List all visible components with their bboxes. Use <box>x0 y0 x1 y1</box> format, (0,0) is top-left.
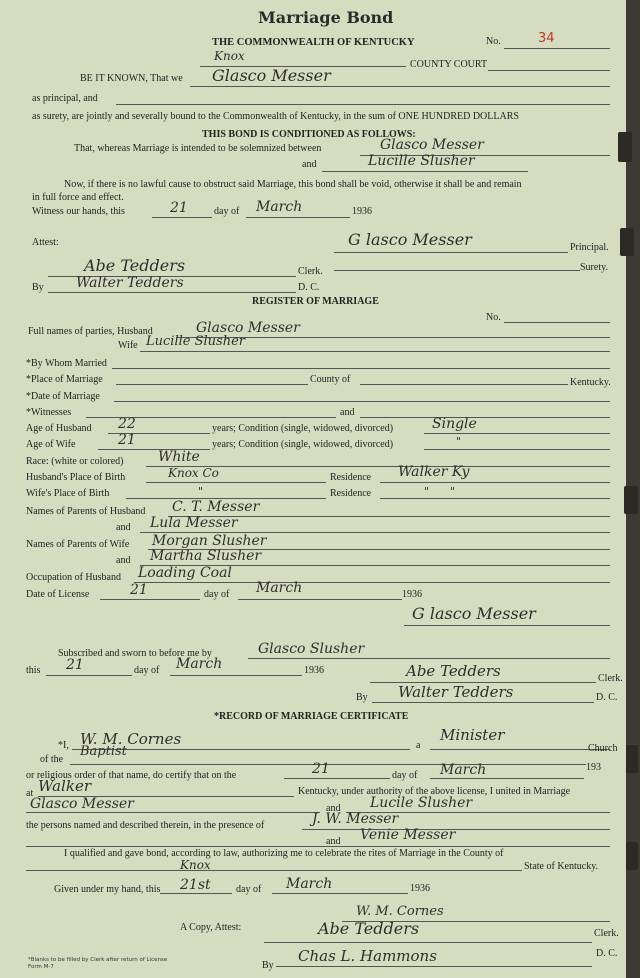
age-husband-label: Age of Husband <box>26 423 92 434</box>
kentucky-label: Kentucky. <box>570 377 611 388</box>
principal-signature: G lasco Messer <box>348 230 472 249</box>
cert-month-handwritten: March <box>440 762 487 778</box>
cert-at-label: at <box>26 788 34 799</box>
husband-residence-handwritten: Walker Ky <box>398 464 470 480</box>
binder-tab <box>624 486 638 514</box>
copy-by-label: By <box>262 960 274 971</box>
cert-place-handwritten: Walker <box>38 777 91 795</box>
attest-label: Attest: <box>32 237 59 248</box>
bond-dc-label: D. C. <box>298 282 320 293</box>
wife-residence-handwritten: " " <box>424 485 456 498</box>
witness-day-of-label: day of <box>214 206 240 217</box>
wife-birth-label: Wife's Place of Birth <box>26 488 110 499</box>
register-no-label: No. <box>486 312 501 323</box>
husband-father-handwritten: C. T. Messer <box>172 499 260 515</box>
cert-county-handwritten: Knox <box>180 858 211 872</box>
witnesses-and-label: and <box>340 407 355 418</box>
witness-our-hands-text: Witness our hands, this <box>32 206 125 217</box>
minister-name-handwritten: W. M. Cornes <box>80 730 182 748</box>
register-dc-signature: Walter Tedders <box>398 683 514 701</box>
document-title: Marriage Bond <box>258 8 394 27</box>
place-of-marriage-label: *Place of Marriage <box>26 374 103 385</box>
register-clerk-label: Clerk. <box>598 673 623 684</box>
and-label: and <box>302 159 317 170</box>
church-label: Church <box>588 743 618 754</box>
husband-mother-handwritten: Lula Messer <box>150 515 238 531</box>
whereas-text: That, whereas Marriage is intended to be solemnized between <box>74 143 322 154</box>
binder-tab <box>626 842 638 870</box>
groom-handwritten: Glasco Messer <box>30 796 134 812</box>
bond-number: 34 <box>538 31 555 46</box>
wife-residence-label: Residence <box>330 488 372 499</box>
register-signature: G lasco Messer <box>412 604 536 623</box>
binder-tab <box>618 132 632 162</box>
parents-wife-label: Names of Parents of Wife <box>26 539 130 550</box>
cert-day-handwritten: 21 <box>312 761 330 777</box>
wife-condition-label: years; Condition (single, widowed, divorced) <box>212 439 394 450</box>
husband-birth-label: Husband's Place of Birth <box>26 472 126 483</box>
witness1-handwritten: J. W. Messer <box>312 811 399 827</box>
copy-clerk-label: Clerk. <box>594 928 619 939</box>
bride-handwritten: Lucile Slusher <box>370 795 473 811</box>
sworn-this-label: this <box>26 665 41 676</box>
husband-parents-and-label: and <box>116 522 131 533</box>
sworn-month-handwritten: March <box>176 656 223 672</box>
witnesses-label: *Witnesses <box>26 407 72 418</box>
occupation-handwritten: Loading Coal <box>138 565 232 581</box>
husband-condition-label: years; Condition (single, widowed, divorced) <box>212 423 394 434</box>
husband-residence-label: Residence <box>330 472 372 483</box>
witnesses-and-label-cert: and <box>326 836 341 847</box>
bond-number-label: No. <box>486 36 501 47</box>
wife-condition-handwritten: " <box>456 435 462 448</box>
footnote-blanks: *Blanks to be filled by Clerk after return of License <box>28 957 168 963</box>
wife-parents-and-label: and <box>116 555 131 566</box>
subscribed-sworn-text: Subscribed and sworn to before me by <box>58 648 212 659</box>
race-handwritten: White <box>158 449 200 465</box>
license-date-label: Date of License <box>26 589 90 600</box>
footnote-form: Form M-7 <box>28 964 54 970</box>
cert-day-of-label: day of <box>392 770 418 781</box>
wife-birth-handwritten: " <box>198 485 204 498</box>
wife-mother-handwritten: Martha Slusher <box>150 548 262 564</box>
age-husband-handwritten: 22 <box>118 416 136 432</box>
sworn-day-handwritten: 21 <box>66 657 84 673</box>
full-force-text: in full force and effect. <box>32 192 124 203</box>
license-month-handwritten: March <box>256 580 303 596</box>
minister-signature: W. M. Cornes <box>356 904 444 919</box>
sworn-year: 1936 <box>304 665 324 676</box>
husband-condition-handwritten: Single <box>432 416 477 432</box>
license-year: 1936 <box>402 589 422 600</box>
given-month-handwritten: March <box>286 876 333 892</box>
binder-tab <box>620 228 634 256</box>
copy-dc-label: D. C. <box>596 948 618 959</box>
husband-birth-handwritten: Knox Co <box>168 466 219 480</box>
witness2-handwritten: Venie Messer <box>360 827 456 843</box>
age-wife-label: Age of Wife <box>26 439 76 450</box>
age-wife-handwritten: 21 <box>118 432 136 448</box>
as-surety-text: as surety, are jointly and severally bound to the Commonwealth of Kentucky, in the sum of ONE HUNDRED DOLLARS <box>32 111 519 122</box>
cert-i-label: *I, <box>58 740 69 751</box>
now-if-text: Now, if there is no lawful cause to obstruct said Marriage, this bond shall be void, otherwise it shall be and remain <box>64 179 522 190</box>
given-day-of-label: day of <box>236 884 262 895</box>
wife-name-handwritten: Lucille Slusher <box>146 334 245 349</box>
party2-handwritten: Lucille Slusher <box>368 153 475 169</box>
date-of-marriage-label: *Date of Marriage <box>26 391 100 402</box>
certificate-heading: *RECORD OF MARRIAGE CERTIFICATE <box>214 711 409 722</box>
sworn-by-handwritten: Glasco Slusher <box>258 641 365 657</box>
license-day-of-label: day of <box>204 589 230 600</box>
qualified-text: I qualified and gave bond, according to law, authorizing me to celebrate the rites of Marriage in the County of <box>64 848 504 859</box>
given-year: 1936 <box>410 883 430 894</box>
wife-father-handwritten: Morgan Slusher <box>152 533 267 549</box>
bond-by-label: By <box>32 282 44 293</box>
by-whom-label: *By Whom Married <box>26 358 107 369</box>
bond-clerk-label: Clerk. <box>298 266 323 277</box>
full-names-label: Full names of parties, Husband <box>28 326 153 337</box>
county-of-label: County of <box>310 374 351 385</box>
principal-name-handwritten: Glasco Messer <box>212 66 331 85</box>
copy-attest-label: A Copy, Attest: <box>180 922 242 933</box>
county-court-label: COUNTY COURT <box>410 59 488 70</box>
wife-label: Wife <box>118 340 138 351</box>
cert-of-the-label: of the <box>40 754 64 765</box>
register-clerk-signature: Abe Tedders <box>406 662 501 680</box>
given-under-hand-text: Given under my hand, this <box>54 884 161 895</box>
binder-tab <box>626 745 638 773</box>
register-dc-label: D. C. <box>596 692 618 703</box>
copy-clerk-signature: Abe Tedders <box>318 919 420 938</box>
party1-handwritten: Glasco Messer <box>380 137 484 153</box>
bond-dc-signature: Walter Tedders <box>76 275 184 291</box>
surety-label: Surety. <box>580 262 608 273</box>
state-of-kentucky-label: State of Kentucky. <box>524 861 599 872</box>
license-day-handwritten: 21 <box>130 582 148 598</box>
religious-order-text: or religious order of that name, do certify that on the <box>26 770 237 781</box>
as-principal-text: as principal, and <box>32 93 98 104</box>
husband-name-handwritten: Glasco Messer <box>196 320 300 336</box>
parents-husband-label: Names of Parents of Husband <box>26 506 146 517</box>
race-label: Race: (white or colored) <box>26 456 124 467</box>
register-by-label: By <box>356 692 368 703</box>
cert-year-prefix: 193 <box>586 762 601 773</box>
cert-a-label: a <box>416 740 421 751</box>
be-it-known-text: BE IT KNOWN, That we <box>80 73 183 84</box>
witness-month-handwritten: March <box>256 199 303 215</box>
witness-day-handwritten: 21 <box>170 200 188 216</box>
register-heading: REGISTER OF MARRIAGE <box>252 296 379 307</box>
witness-year: 1936 <box>352 206 372 217</box>
presence-text: the persons named and described therein, in the presence of <box>26 820 265 831</box>
county-handwritten: Knox <box>214 49 245 63</box>
occupation-label: Occupation of Husband <box>26 572 121 583</box>
commonwealth-heading: THE COMMONWEALTH OF KENTUCKY <box>212 37 415 48</box>
given-day-handwritten: 21st <box>180 877 211 893</box>
sworn-day-of-label: day of <box>134 665 160 676</box>
principal-label: Principal. <box>570 242 609 253</box>
copy-dc-signature: Chas L. Hammons <box>298 947 437 965</box>
conditioned-heading: THIS BOND IS CONDITIONED AS FOLLOWS: <box>202 129 416 140</box>
church-handwritten: Baptist <box>80 744 127 759</box>
cert-kentucky-text: Kentucky, under authority of the above license, I united in Marriage <box>298 786 571 797</box>
bond-clerk-signature: Abe Tedders <box>84 256 186 275</box>
minister-title-handwritten: Minister <box>440 726 505 744</box>
cert-and-label: and <box>326 803 341 814</box>
